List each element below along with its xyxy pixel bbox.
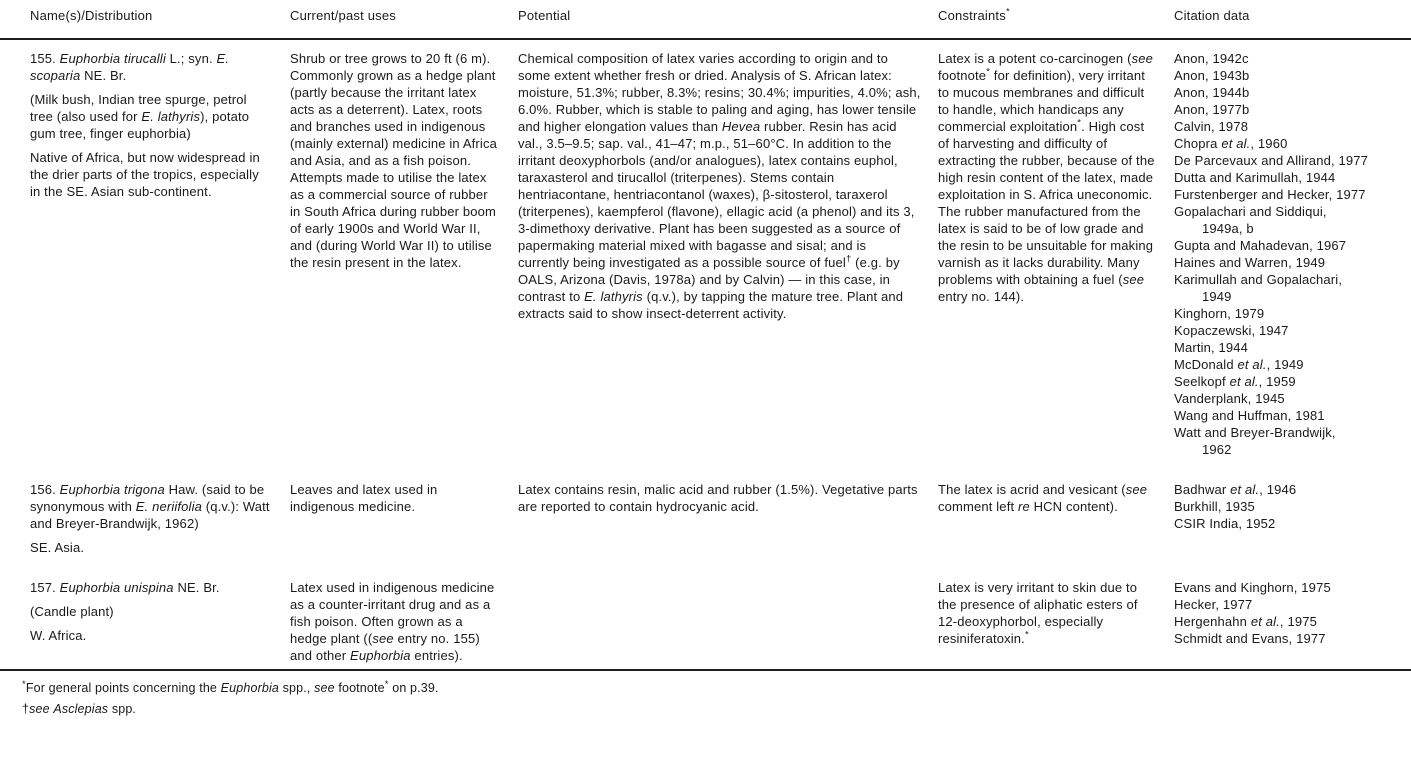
- citation-line: Anon, 1977b: [1174, 102, 1250, 117]
- citation-line: 1949: [1202, 289, 1232, 304]
- paragraph: (Candle plant): [30, 604, 114, 619]
- column-header-label: Name(s)/Distribution: [30, 8, 153, 23]
- cell-constraints: [938, 579, 1174, 664]
- citation-line: Gupta and Mahadevan, 1967: [1174, 238, 1347, 253]
- citation-line: Anon, 1942c: [1174, 51, 1249, 66]
- citation-line: Watt and Breyer-Brandwijk,: [1174, 425, 1336, 440]
- column-header-potential: [518, 8, 938, 23]
- citation-line: 1962: [1202, 442, 1232, 457]
- paragraph: 156. Euphorbia trigona Haw. (said to be synonymous with E. neriifolia (q.v.): Watt and Breyer-Brandwijk, 1962): [30, 482, 270, 531]
- paragraph: Latex used in indigenous medicine as a counter-irritant drug and as a fish poison. Often grown as a hedge plant ((see entry no. 155) and other Euphorbia entries).: [290, 580, 495, 663]
- column-header-label: Potential: [518, 8, 571, 23]
- citation-line: Calvin, 1978: [1174, 119, 1249, 134]
- citation-line: Seelkopf et al., 1959: [1174, 374, 1296, 389]
- cell-name-distribution: [30, 481, 290, 556]
- cell-constraints: [938, 50, 1174, 458]
- table-row: [0, 40, 1411, 458]
- paragraph: Latex is very irritant to skin due to the presence of aliphatic esters of 12-deoxyphorbol, especially resiniferatoxin.*: [938, 580, 1138, 646]
- citation-line: Anon, 1943b: [1174, 68, 1250, 83]
- footnote-marker-asterisk: *: [1005, 6, 1010, 18]
- cell-current-past-uses: [290, 481, 518, 556]
- citation-line: Vanderplank, 1945: [1174, 391, 1285, 406]
- citation-line: McDonald et al., 1949: [1174, 357, 1304, 372]
- citation-line: Schmidt and Evans, 1977: [1174, 631, 1326, 646]
- paragraph: Native of Africa, but now widespread in the drier parts of the tropics, especially in the SE. Asian sub-continent.: [30, 150, 260, 199]
- column-header-citation-data: [1174, 8, 1405, 23]
- citation-line: Evans and Kinghorn, 1975: [1174, 580, 1331, 595]
- table-row: [0, 569, 1411, 664]
- paragraph: The latex is acrid and vesicant (see comment left re HCN content).: [938, 482, 1148, 514]
- paragraph: Latex is a potent co-carcinogen (see footnote* for definition), very irritant to mucous membranes and difficult to handle, which handicaps any commercial exploitation*. High cost of harvesting and difficulty of extracting the rubber, because of the high resin content of the latex, made exploitation in S. Africa uneconomic. The rubber manufactured from the latex is said to be of low grade and the resin to be unsuitable for making varnish as it lacks durability. Many problems with obtaining a fuel (see entry no. 144).: [938, 51, 1155, 304]
- column-header-label: Constraints: [938, 8, 1006, 23]
- citation-line: Gopalachari and Siddiqui,: [1174, 204, 1327, 219]
- column-header-current-past-uses: [290, 8, 518, 23]
- citation-line: Burkhill, 1935: [1174, 499, 1255, 514]
- column-header-constraints: [938, 8, 1174, 23]
- citation-line: Badhwar et al., 1946: [1174, 482, 1297, 497]
- table-header-row: [0, 8, 1411, 40]
- paragraph: 157. Euphorbia unispina NE. Br.: [30, 580, 220, 595]
- cell-potential: [518, 481, 938, 556]
- citation-line: 1949a, b: [1202, 221, 1254, 236]
- table-row: [0, 471, 1411, 556]
- citation-line: Hergenhahn et al., 1975: [1174, 614, 1317, 629]
- paragraph: Shrub or tree grows to 20 ft (6 m). Commonly grown as a hedge plant (partly because the irritant latex acts as a deterrent). Latex, roots and branches used in indigenous (mainly external) medicine in Africa and Asia, and as a fish poison. Attempts made to utilise the latex as a commercial source of rubber in South Africa during rubber boom of early 1900s and World War II, and (during World War II) to utilise the resin present in the latex.: [290, 51, 497, 270]
- paragraph: Latex contains resin, malic acid and rubber (1.5%). Vegetative parts are reported to contain hydrocyanic acid.: [518, 482, 918, 514]
- citation-line: Chopra et al., 1960: [1174, 136, 1288, 151]
- footnotes: [0, 671, 1411, 720]
- cell-name-distribution: [30, 50, 290, 458]
- cell-current-past-uses: [290, 50, 518, 458]
- paragraph: W. Africa.: [30, 628, 87, 643]
- citation-line: Karimullah and Gopalachari,: [1174, 272, 1343, 287]
- citation-line: Dutta and Karimullah, 1944: [1174, 170, 1336, 185]
- column-header-label: Current/past uses: [290, 8, 397, 23]
- citation-line: Furstenberger and Hecker, 1977: [1174, 187, 1366, 202]
- paragraph: (Milk bush, Indian tree spurge, petrol tree (also used for E. lathyris), potato gum tree, finger euphorbia): [30, 92, 250, 141]
- paragraph: Leaves and latex used in indigenous medicine.: [290, 482, 438, 514]
- citation-line: Wang and Huffman, 1981: [1174, 408, 1325, 423]
- citation-line: Kinghorn, 1979: [1174, 306, 1265, 321]
- paragraph: SE. Asia.: [30, 540, 85, 555]
- cell-constraints: [938, 481, 1174, 556]
- cell-citation-data: [1174, 50, 1405, 458]
- column-header-label: Citation data: [1174, 8, 1250, 23]
- cell-potential: [518, 579, 938, 664]
- paragraph: Chemical composition of latex varies according to origin and to some extent whether fresh or dried. Analysis of S. African latex: moisture, 51.3%; rubber, 8.3%; resins; 30.4%; impurities, 4.0%; ash, 6.0%. Rubber, which is stable to paling and aging, has lower tensile and higher elongation values than Hevea rubber. Resin has acid val., 3.5–9.5; sap. val., 41–47; m.p., 51–60°C. In addition to the irritant deoxyphorbols (and/or analogues), latex contains euphol, taraxasterol and tirucallol (triterpenes). Stems contain hentriacontane, hentriacontanol (waxes), β-sitosterol, taraxerol (triterpenes), kaempferol (flavone), ellagic acid (a phenol) and its 3, 3-dimethoxy derivative. Plant has been suggested as a source of papermaking material mixed with bagasse and sisal; and is currently being investigated as a possible source of fuel† (e.g. by OALS, Arizona (Davis, 1978a) and by Calvin) — in this case, in contrast to E. lathyris (q.v.), by tapping the mature tree. Plant and extracts said to show insect-deterrent activity.: [518, 51, 921, 321]
- citation-line: CSIR India, 1952: [1174, 516, 1276, 531]
- citation-line: Anon, 1944b: [1174, 85, 1250, 100]
- cell-name-distribution: [30, 579, 290, 664]
- cell-citation-data: [1174, 579, 1405, 664]
- paragraph: 155. Euphorbia tirucalli L.; syn. E. scoparia NE. Br.: [30, 51, 230, 83]
- citation-line: Martin, 1944: [1174, 340, 1249, 355]
- citation-line: Kopaczewski, 1947: [1174, 323, 1289, 338]
- citation-line: De Parcevaux and Allirand, 1977: [1174, 153, 1368, 168]
- footnote-dagger: †see Asclepias spp.: [22, 702, 137, 716]
- citation-line: Haines and Warren, 1949: [1174, 255, 1326, 270]
- table-body: [0, 40, 1411, 664]
- citation-line: Hecker, 1977: [1174, 597, 1253, 612]
- cell-citation-data: [1174, 481, 1405, 556]
- footnote-asterisk: *For general points concerning the Euphorbia spp., see footnote* on p.39.: [22, 678, 439, 695]
- column-header-name-distribution: [30, 8, 290, 23]
- cell-potential: [518, 50, 938, 458]
- cell-current-past-uses: [290, 579, 518, 664]
